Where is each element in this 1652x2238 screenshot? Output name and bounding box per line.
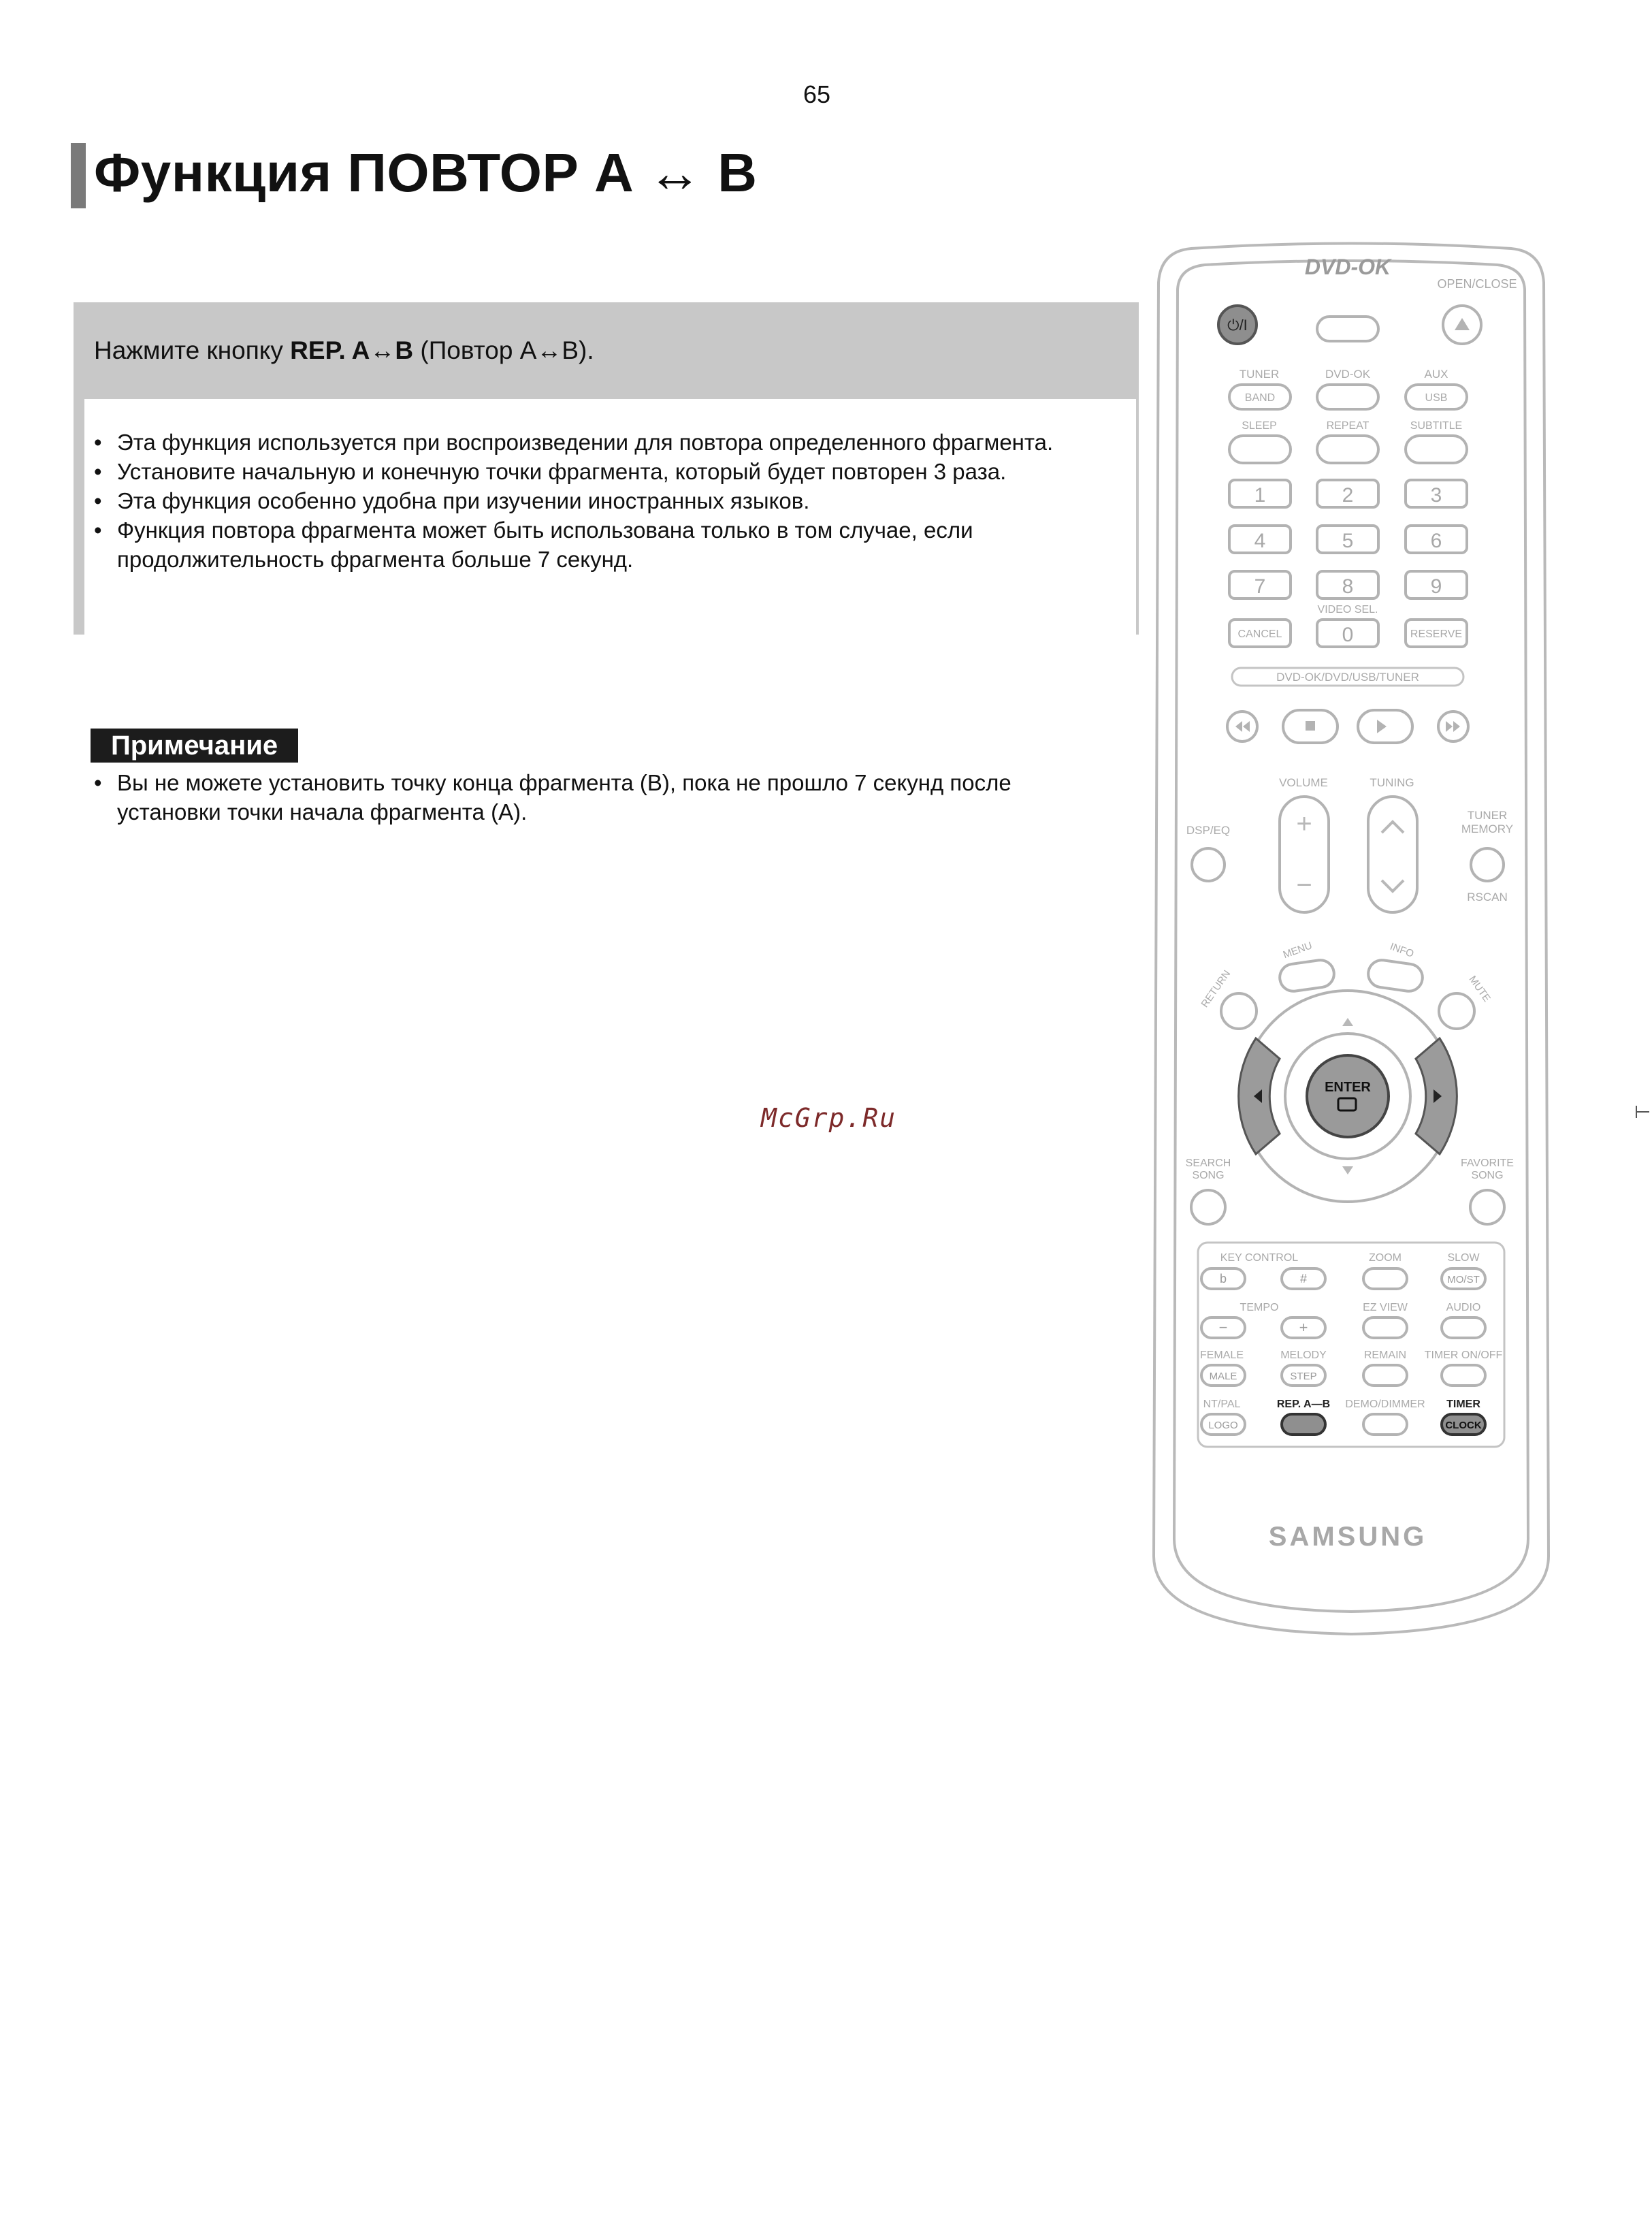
label-remain: REMAIN [1363, 1349, 1407, 1361]
minus-label: − [1218, 1319, 1228, 1336]
tuning-rocker [1368, 797, 1417, 912]
male-label: MALE [1209, 1371, 1237, 1382]
menu-button [1278, 959, 1336, 993]
label-aux: AUX [1424, 368, 1448, 381]
bullet-item: • Установите начальную и конечную точки фрагмента, который будет повторен 3 раза. [94, 457, 1115, 486]
mute-button [1439, 993, 1474, 1029]
bullet-item: • Эта функция используется при воспроизведении для повтора определенного фрагмента. [94, 428, 1115, 457]
bullet-list [94, 428, 1115, 574]
instruction-prefix: Нажмите кнопку [94, 336, 291, 364]
note-list [94, 768, 1115, 827]
label-volume: VOLUME [1279, 776, 1328, 789]
instruction-text [94, 336, 594, 365]
label-female: FEMALE [1199, 1349, 1244, 1361]
dsp-eq-button [1192, 848, 1225, 881]
band-label: BAND [1244, 392, 1276, 404]
label-zoom: ZOOM [1369, 1252, 1402, 1264]
label-menu: MENU [1281, 940, 1314, 961]
remote-logo: DVD-OK [1304, 255, 1391, 279]
reserve-label: RESERVE [1410, 628, 1463, 640]
crop-mark [1636, 1111, 1649, 1113]
label-repeat: REPEAT [1326, 420, 1370, 432]
remote-control-illustration [1150, 242, 1552, 1637]
enter-label: ENTER [1325, 1080, 1371, 1095]
volume-plus-icon: + [1296, 809, 1312, 839]
label-dsp-eq: DSP/EQ [1186, 824, 1231, 837]
ez-view-button [1363, 1317, 1407, 1338]
label-favorite-song-1: FAVORITE [1461, 1157, 1514, 1169]
digit-4: 4 [1254, 530, 1266, 552]
digit-2: 2 [1342, 484, 1354, 507]
note-label: Примечание [91, 729, 298, 763]
eject-icon [1455, 318, 1470, 330]
label-audio: AUDIO [1446, 1302, 1481, 1313]
return-button [1221, 993, 1257, 1029]
next-icon [1446, 721, 1460, 732]
watermark: McGrp.Ru [761, 1103, 897, 1133]
sleep-button [1229, 436, 1291, 463]
digit-7: 7 [1254, 575, 1266, 598]
label-tempo: TEMPO [1240, 1302, 1279, 1313]
audio-button [1442, 1317, 1485, 1338]
bullet-item: • Эта функция особенно удобна при изучении иностранных языков. [94, 486, 1115, 515]
instruction-button-name: REP. A↔B [290, 336, 414, 364]
digit-8: 8 [1342, 575, 1354, 598]
sharp-label: # [1299, 1272, 1308, 1285]
digit-9: 9 [1430, 575, 1442, 598]
label-info: INFO [1388, 940, 1416, 960]
brand-logo: SAMSUNG [1268, 1522, 1427, 1552]
label-dvd-ok: DVD-OK [1325, 368, 1371, 381]
label-return: RETURN [1199, 968, 1233, 1010]
rep-ab-button [1282, 1414, 1325, 1435]
enter-button [1307, 1055, 1389, 1137]
mode-bar-label: DVD-OK/DVD/USB/TUNER [1276, 671, 1419, 684]
label-slow: SLOW [1447, 1252, 1480, 1264]
search-song-button [1191, 1190, 1225, 1224]
label-tuner-memory-1: TUNER [1467, 809, 1508, 822]
zoom-button [1363, 1268, 1407, 1289]
usb-label: USB [1425, 392, 1448, 404]
mo-st-label: MO/ST [1447, 1274, 1480, 1285]
flat-label: b [1219, 1272, 1227, 1285]
label-subtitle: SUBTITLE [1410, 420, 1463, 432]
label-rscan: RSCAN [1467, 891, 1508, 904]
nav-down-icon [1342, 1166, 1353, 1174]
label-search-song-1: SEARCH [1185, 1157, 1231, 1169]
label-melody: MELODY [1280, 1349, 1327, 1361]
page-title: Функция ПОВТОР A ↔ B [94, 142, 758, 203]
tuning-down-icon [1382, 880, 1404, 891]
digit-6: 6 [1430, 530, 1442, 552]
label-timer: TIMER [1446, 1398, 1480, 1410]
note-item: • Вы не можете установить точку конца фрагмента (B), пока не прошло 7 секунд после установки точки начала фрагмента (A). [94, 768, 1115, 827]
clock-label: CLOCK [1445, 1420, 1482, 1431]
digit-1: 1 [1254, 484, 1266, 507]
tuning-up-icon [1382, 822, 1404, 833]
label-key-control: KEY CONTROL [1220, 1252, 1299, 1264]
stop-icon [1306, 721, 1315, 731]
label-ntpal: NT/PAL [1203, 1398, 1241, 1410]
info-button [1367, 959, 1425, 993]
favorite-song-button [1470, 1190, 1504, 1224]
label-search-song-2: SONG [1192, 1170, 1225, 1181]
digit-3: 3 [1430, 484, 1442, 507]
logo-label: LOGO [1208, 1420, 1238, 1431]
label-rep-ab: REP. A—B [1276, 1398, 1331, 1410]
instruction-suffix: (Повтор A↔B). [413, 336, 594, 364]
page-number: 65 [803, 80, 831, 108]
title-accent-bar [71, 143, 86, 208]
demo-dimmer-button [1363, 1414, 1407, 1435]
play-icon [1377, 720, 1387, 733]
label-tuner: TUNER [1239, 368, 1280, 381]
digit-5: 5 [1342, 530, 1354, 552]
nav-up-icon [1342, 1018, 1353, 1026]
repeat-button [1317, 436, 1378, 463]
label-demo-dimmer: DEMO/DIMMER [1345, 1398, 1425, 1410]
volume-minus-icon: − [1296, 870, 1312, 900]
label-favorite-song-2: SONG [1471, 1170, 1504, 1181]
label-sleep: SLEEP [1242, 420, 1277, 432]
label-video-sel: VIDEO SEL. [1317, 604, 1378, 616]
label-mute: MUTE [1466, 974, 1493, 1004]
label-ez-view: EZ VIEW [1363, 1302, 1408, 1313]
dvd-ok-button [1317, 385, 1378, 409]
bullet-item: • Функция повтора фрагмента может быть использована только в том случае, если продолжительность фрагмента больше 7 секунд. [94, 515, 1115, 574]
subtitle-button [1406, 436, 1467, 463]
timer-onoff-button [1442, 1365, 1485, 1386]
remain-button [1363, 1365, 1407, 1386]
step-label: STEP [1290, 1371, 1317, 1382]
prev-icon [1235, 721, 1250, 732]
tuner-memory-button [1471, 848, 1504, 881]
cancel-label: CANCEL [1237, 628, 1282, 640]
power-icon: ⏻/I [1227, 317, 1248, 334]
plus-label: + [1299, 1319, 1308, 1336]
label-tuning: TUNING [1370, 776, 1414, 789]
label-tuner-memory-2: MEMORY [1461, 822, 1514, 835]
center-top-button [1317, 317, 1378, 341]
label-timer-onoff: TIMER ON/OFF [1424, 1349, 1503, 1361]
digit-0: 0 [1342, 624, 1354, 646]
label-open-close: OPEN/CLOSE [1437, 277, 1517, 291]
